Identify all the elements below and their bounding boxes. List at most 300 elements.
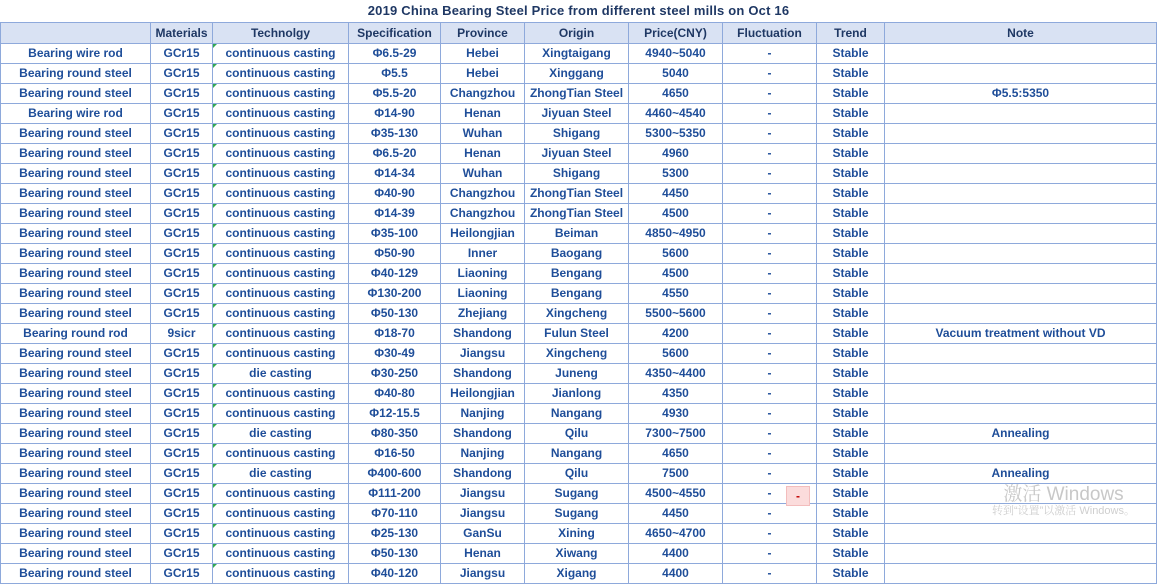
column-header-fluctuation: Fluctuation (723, 23, 817, 44)
cell-origin: Nangang (525, 444, 629, 464)
table-row (1, 84, 1157, 104)
column-header-price: Price(CNY) (629, 23, 723, 44)
cell-province: Henan (441, 104, 525, 124)
cell-product: Bearing round steel (1, 164, 151, 184)
cell-origin: Qilu (525, 424, 629, 444)
cell-product: Bearing wire rod (1, 104, 151, 124)
cell-fluctuation: - (723, 104, 817, 124)
cell-price: 5500~5600 (629, 304, 723, 324)
cell-fluctuation: - (723, 224, 817, 244)
cell-note: Annealing (885, 464, 1157, 484)
cell-fluctuation: - (723, 84, 817, 104)
cell-price: 4200 (629, 324, 723, 344)
table-row (1, 504, 1157, 524)
cell-fluctuation: - (723, 64, 817, 84)
cell-note (885, 164, 1157, 184)
cell-specification: Φ14-90 (349, 104, 441, 124)
bearing-steel-price-table (0, 22, 1157, 584)
cell-origin: ZhongTian Steel (525, 184, 629, 204)
cell-fluctuation: - (723, 264, 817, 284)
cell-fluctuation: - (723, 144, 817, 164)
cell-specification: Φ50-130 (349, 544, 441, 564)
cell-product: Bearing round steel (1, 524, 151, 544)
cell-specification: Φ14-34 (349, 164, 441, 184)
cell-price: 4850~4950 (629, 224, 723, 244)
column-header-materials: Materials (151, 23, 213, 44)
cell-note (885, 564, 1157, 584)
cell-trend: Stable (817, 124, 885, 144)
column-header-technology: Technolgy (213, 23, 349, 44)
table-row (1, 444, 1157, 464)
cell-product: Bearing round steel (1, 84, 151, 104)
cell-fluctuation: - (723, 184, 817, 204)
cell-price: 4450 (629, 504, 723, 524)
cell-province: Jiangsu (441, 484, 525, 504)
cell-note (885, 304, 1157, 324)
cell-trend: Stable (817, 384, 885, 404)
cell-trend: Stable (817, 424, 885, 444)
cell-trend: Stable (817, 364, 885, 384)
cell-specification: Φ18-70 (349, 324, 441, 344)
cell-note (885, 204, 1157, 224)
cell-province: Hebei (441, 64, 525, 84)
cell-note (885, 104, 1157, 124)
cell-origin: Jiyuan Steel (525, 104, 629, 124)
cell-trend: Stable (817, 84, 885, 104)
cell-materials: GCr15 (151, 204, 213, 224)
cell-price: 4930 (629, 404, 723, 424)
cell-province: Heilongjian (441, 224, 525, 244)
table-row (1, 364, 1157, 384)
cell-price: 4940~5040 (629, 44, 723, 64)
cell-fluctuation: - (723, 424, 817, 444)
cell-technology: continuous casting (213, 504, 349, 524)
cell-note (885, 244, 1157, 264)
cell-price: 4450 (629, 184, 723, 204)
watermark-line-2: 转到“设置”以激活 Windows。 (991, 505, 1135, 518)
cell-note (885, 124, 1157, 144)
cell-province: Jiangsu (441, 564, 525, 584)
cell-price: 5300~5350 (629, 124, 723, 144)
cell-trend: Stable (817, 144, 885, 164)
cell-materials: GCr15 (151, 44, 213, 64)
table-row (1, 344, 1157, 364)
cell-technology: continuous casting (213, 244, 349, 264)
cell-province: Wuhan (441, 164, 525, 184)
cell-technology: continuous casting (213, 344, 349, 364)
cell-specification: Φ5.5-20 (349, 84, 441, 104)
cell-specification: Φ35-100 (349, 224, 441, 244)
cell-note (885, 544, 1157, 564)
cell-specification: Φ14-39 (349, 204, 441, 224)
cell-price: 5300 (629, 164, 723, 184)
cell-province: Nanjing (441, 444, 525, 464)
cell-fluctuation: - (723, 364, 817, 384)
cell-materials: GCr15 (151, 304, 213, 324)
cell-trend: Stable (817, 444, 885, 464)
cell-fluctuation: - (723, 384, 817, 404)
cell-province: Changzhou (441, 84, 525, 104)
cell-trend: Stable (817, 484, 885, 504)
cell-product: Bearing round steel (1, 344, 151, 364)
cell-origin: Fulun Steel (525, 324, 629, 344)
cell-note (885, 364, 1157, 384)
cell-materials: GCr15 (151, 164, 213, 184)
cell-price: 4400 (629, 564, 723, 584)
cell-origin: Bengang (525, 264, 629, 284)
cell-price: 5600 (629, 244, 723, 264)
table-row (1, 164, 1157, 184)
cell-technology: continuous casting (213, 304, 349, 324)
cell-origin: Bengang (525, 284, 629, 304)
cell-materials: GCr15 (151, 444, 213, 464)
cell-note (885, 524, 1157, 544)
cell-technology: continuous casting (213, 84, 349, 104)
highlighted-fluctuation-cell: - (786, 486, 810, 506)
cell-product: Bearing round steel (1, 224, 151, 244)
cell-trend: Stable (817, 184, 885, 204)
cell-technology: continuous casting (213, 564, 349, 584)
cell-note: Φ5.5:5350 (885, 84, 1157, 104)
cell-price: 4400 (629, 544, 723, 564)
cell-price: 4650 (629, 84, 723, 104)
cell-product: Bearing round steel (1, 364, 151, 384)
table-row (1, 124, 1157, 144)
cell-trend: Stable (817, 464, 885, 484)
cell-origin: Jianlong (525, 384, 629, 404)
table-row (1, 144, 1157, 164)
cell-specification: Φ400-600 (349, 464, 441, 484)
cell-trend: Stable (817, 104, 885, 124)
cell-note (885, 224, 1157, 244)
cell-specification: Φ40-80 (349, 384, 441, 404)
cell-note (885, 504, 1157, 524)
cell-province: Shandong (441, 364, 525, 384)
cell-technology: continuous casting (213, 124, 349, 144)
cell-note (885, 404, 1157, 424)
cell-price: 4500 (629, 204, 723, 224)
table-row (1, 104, 1157, 124)
cell-fluctuation: - (723, 164, 817, 184)
cell-materials: GCr15 (151, 184, 213, 204)
watermark-line-1: 激活 Windows (1003, 483, 1124, 505)
cell-specification: Φ111-200 (349, 484, 441, 504)
cell-product: Bearing round steel (1, 264, 151, 284)
cell-province: Shandong (441, 464, 525, 484)
cell-origin: Shigang (525, 124, 629, 144)
column-header-origin: Origin (525, 23, 629, 44)
table-row (1, 284, 1157, 304)
cell-province: Henan (441, 144, 525, 164)
cell-origin: Juneng (525, 364, 629, 384)
cell-product: Bearing wire rod (1, 44, 151, 64)
cell-price: 4550 (629, 284, 723, 304)
table-row (1, 244, 1157, 264)
table-row (1, 404, 1157, 424)
cell-materials: GCr15 (151, 484, 213, 504)
cell-product: Bearing round steel (1, 64, 151, 84)
cell-specification: Φ30-250 (349, 364, 441, 384)
cell-province: Heilongjian (441, 384, 525, 404)
cell-trend: Stable (817, 164, 885, 184)
cell-fluctuation: - (723, 484, 817, 504)
cell-province: Shandong (441, 324, 525, 344)
cell-price: 4350~4400 (629, 364, 723, 384)
cell-product: Bearing round steel (1, 284, 151, 304)
cell-product: Bearing round steel (1, 384, 151, 404)
cell-origin: Xingcheng (525, 304, 629, 324)
cell-materials: 9sicr (151, 324, 213, 344)
table-row (1, 484, 1157, 504)
cell-technology: continuous casting (213, 64, 349, 84)
cell-note (885, 444, 1157, 464)
cell-origin: Xingtaigang (525, 44, 629, 64)
cell-trend: Stable (817, 324, 885, 344)
cell-technology: continuous casting (213, 144, 349, 164)
cell-province: Hebei (441, 44, 525, 64)
cell-province: Inner (441, 244, 525, 264)
cell-fluctuation: - (723, 444, 817, 464)
table-row (1, 384, 1157, 404)
cell-technology: continuous casting (213, 484, 349, 504)
cell-fluctuation: - (723, 324, 817, 344)
cell-product: Bearing round steel (1, 244, 151, 264)
cell-fluctuation: - (723, 464, 817, 484)
cell-fluctuation: - (723, 44, 817, 64)
cell-specification: Φ16-50 (349, 444, 441, 464)
cell-province: Changzhou (441, 204, 525, 224)
cell-materials: GCr15 (151, 504, 213, 524)
cell-origin: Baogang (525, 244, 629, 264)
cell-note (885, 144, 1157, 164)
cell-origin: Jiyuan Steel (525, 144, 629, 164)
cell-price: 5600 (629, 344, 723, 364)
cell-origin: Xingcheng (525, 344, 629, 364)
column-header-trend: Trend (817, 23, 885, 44)
cell-price: 4350 (629, 384, 723, 404)
table-row (1, 204, 1157, 224)
cell-product: Bearing round steel (1, 444, 151, 464)
table-header-row (1, 23, 1157, 44)
cell-price: 4500 (629, 264, 723, 284)
cell-specification: Φ35-130 (349, 124, 441, 144)
cell-product: Bearing round steel (1, 404, 151, 424)
cell-specification: Φ6.5-29 (349, 44, 441, 64)
cell-specification: Φ40-90 (349, 184, 441, 204)
cell-price: 4960 (629, 144, 723, 164)
cell-specification: Φ40-129 (349, 264, 441, 284)
cell-fluctuation: - (723, 564, 817, 584)
cell-specification: Φ70-110 (349, 504, 441, 524)
cell-note (885, 184, 1157, 204)
table-body (1, 44, 1157, 584)
cell-materials: GCr15 (151, 64, 213, 84)
cell-materials: GCr15 (151, 104, 213, 124)
cell-materials: GCr15 (151, 564, 213, 584)
cell-note (885, 64, 1157, 84)
cell-technology: continuous casting (213, 224, 349, 244)
cell-origin: ZhongTian Steel (525, 84, 629, 104)
cell-price: 7300~7500 (629, 424, 723, 444)
cell-note (885, 44, 1157, 64)
cell-price: 4500~4550 (629, 484, 723, 504)
cell-note: Vacuum treatment without VD (885, 324, 1157, 344)
cell-specification: Φ50-130 (349, 304, 441, 324)
cell-trend: Stable (817, 244, 885, 264)
cell-price: 4650~4700 (629, 524, 723, 544)
cell-materials: GCr15 (151, 244, 213, 264)
cell-fluctuation: - (723, 344, 817, 364)
column-header-specification: Specification (349, 23, 441, 44)
table-row (1, 184, 1157, 204)
cell-product: Bearing round steel (1, 544, 151, 564)
cell-fluctuation: - (723, 244, 817, 264)
cell-fluctuation: - (723, 204, 817, 224)
cell-fluctuation: - (723, 544, 817, 564)
cell-trend: Stable (817, 204, 885, 224)
cell-materials: GCr15 (151, 524, 213, 544)
table-row (1, 464, 1157, 484)
cell-trend: Stable (817, 224, 885, 244)
cell-product: Bearing round rod (1, 324, 151, 344)
cell-province: Changzhou (441, 184, 525, 204)
cell-technology: continuous casting (213, 444, 349, 464)
cell-fluctuation: - (723, 124, 817, 144)
table-row (1, 564, 1157, 584)
cell-materials: GCr15 (151, 344, 213, 364)
cell-price: 4460~4540 (629, 104, 723, 124)
cell-price: 4650 (629, 444, 723, 464)
cell-trend: Stable (817, 504, 885, 524)
cell-province: Wuhan (441, 124, 525, 144)
cell-trend: Stable (817, 264, 885, 284)
cell-materials: GCr15 (151, 144, 213, 164)
column-header-product (1, 23, 151, 44)
cell-province: Liaoning (441, 264, 525, 284)
cell-product: Bearing round steel (1, 204, 151, 224)
cell-materials: GCr15 (151, 404, 213, 424)
cell-origin: Xigang (525, 564, 629, 584)
cell-origin: Xinggang (525, 64, 629, 84)
cell-price: 7500 (629, 464, 723, 484)
cell-specification: Φ25-130 (349, 524, 441, 544)
cell-specification: Φ80-350 (349, 424, 441, 444)
cell-materials: GCr15 (151, 264, 213, 284)
cell-note (885, 484, 1157, 504)
cell-origin: Qilu (525, 464, 629, 484)
cell-product: Bearing round steel (1, 504, 151, 524)
cell-materials: GCr15 (151, 284, 213, 304)
cell-fluctuation: - (723, 284, 817, 304)
cell-specification: Φ50-90 (349, 244, 441, 264)
cell-technology: continuous casting (213, 524, 349, 544)
cell-technology: die casting (213, 364, 349, 384)
cell-product: Bearing round steel (1, 564, 151, 584)
cell-trend: Stable (817, 404, 885, 424)
cell-technology: continuous casting (213, 164, 349, 184)
column-header-province: Province (441, 23, 525, 44)
table-row (1, 264, 1157, 284)
cell-technology: continuous casting (213, 104, 349, 124)
cell-fluctuation: - (723, 404, 817, 424)
column-header-note: Note (885, 23, 1157, 44)
cell-province: GanSu (441, 524, 525, 544)
cell-technology: continuous casting (213, 184, 349, 204)
cell-technology: continuous casting (213, 324, 349, 344)
cell-note (885, 344, 1157, 364)
cell-product: Bearing round steel (1, 304, 151, 324)
cell-trend: Stable (817, 304, 885, 324)
cell-materials: GCr15 (151, 424, 213, 444)
cell-materials: GCr15 (151, 464, 213, 484)
cell-technology: continuous casting (213, 544, 349, 564)
cell-trend: Stable (817, 44, 885, 64)
cell-fluctuation: - (723, 524, 817, 544)
cell-origin: Xining (525, 524, 629, 544)
cell-province: Shandong (441, 424, 525, 444)
cell-specification: Φ6.5-20 (349, 144, 441, 164)
cell-materials: GCr15 (151, 124, 213, 144)
cell-origin: Nangang (525, 404, 629, 424)
cell-province: Henan (441, 544, 525, 564)
cell-province: Jiangsu (441, 504, 525, 524)
cell-technology: die casting (213, 464, 349, 484)
cell-product: Bearing round steel (1, 484, 151, 504)
cell-note (885, 384, 1157, 404)
cell-specification: Φ5.5 (349, 64, 441, 84)
cell-product: Bearing round steel (1, 144, 151, 164)
cell-origin: Xiwang (525, 544, 629, 564)
cell-price: 5040 (629, 64, 723, 84)
cell-materials: GCr15 (151, 84, 213, 104)
table-row (1, 44, 1157, 64)
cell-origin: ZhongTian Steel (525, 204, 629, 224)
cell-technology: continuous casting (213, 204, 349, 224)
cell-note (885, 284, 1157, 304)
cell-province: Nanjing (441, 404, 525, 424)
cell-note (885, 264, 1157, 284)
table-row (1, 64, 1157, 84)
table-row (1, 304, 1157, 324)
cell-product: Bearing round steel (1, 424, 151, 444)
cell-origin: Sugang (525, 484, 629, 504)
table-row (1, 324, 1157, 344)
cell-note: Annealing (885, 424, 1157, 444)
table-row (1, 224, 1157, 244)
cell-technology: continuous casting (213, 384, 349, 404)
cell-materials: GCr15 (151, 544, 213, 564)
cell-product: Bearing round steel (1, 464, 151, 484)
cell-origin: Shigang (525, 164, 629, 184)
cell-province: Liaoning (441, 284, 525, 304)
cell-origin: Sugang (525, 504, 629, 524)
cell-origin: Beiman (525, 224, 629, 244)
cell-specification: Φ30-49 (349, 344, 441, 364)
cell-trend: Stable (817, 64, 885, 84)
cell-technology: continuous casting (213, 284, 349, 304)
cell-fluctuation: - (723, 504, 817, 524)
cell-product: Bearing round steel (1, 124, 151, 144)
cell-trend: Stable (817, 564, 885, 584)
cell-technology: continuous casting (213, 44, 349, 64)
table-row (1, 424, 1157, 444)
cell-product: Bearing round steel (1, 184, 151, 204)
cell-fluctuation: - (723, 304, 817, 324)
cell-technology: die casting (213, 424, 349, 444)
page-title: 2019 China Bearing Steel Price from different steel mills on Oct 16 (367, 3, 790, 18)
cell-specification: Φ40-120 (349, 564, 441, 584)
cell-technology: continuous casting (213, 404, 349, 424)
